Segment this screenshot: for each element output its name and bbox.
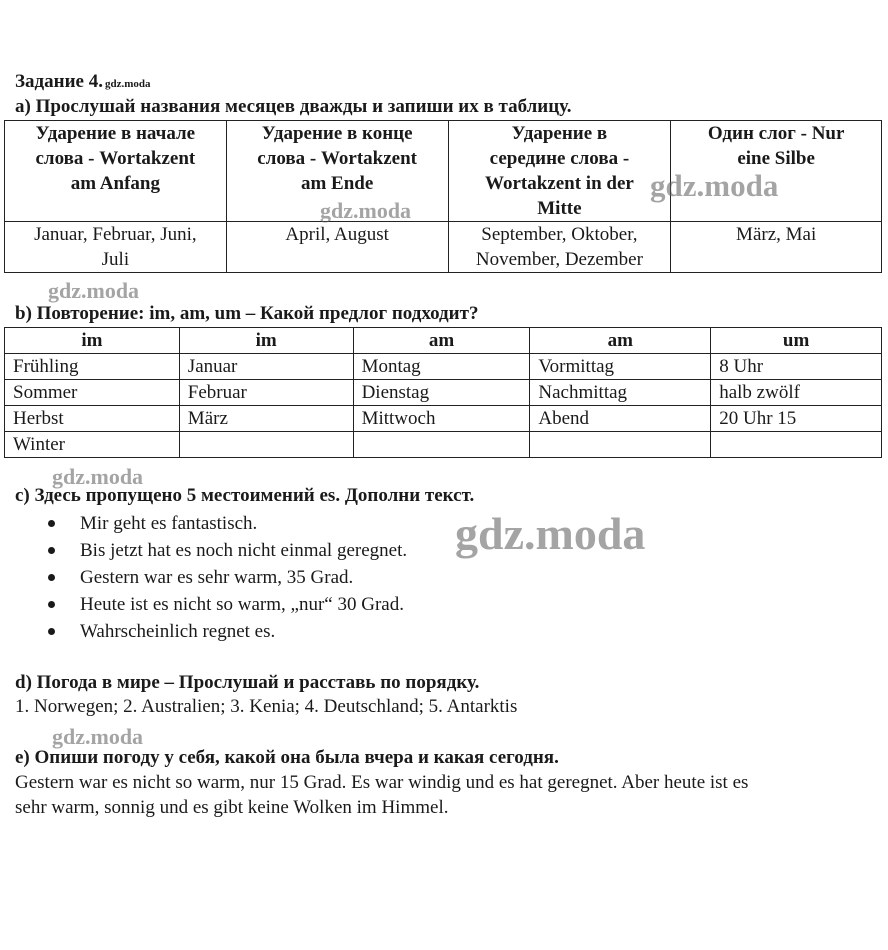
table-cell <box>711 432 882 458</box>
table-cell: Nachmittag <box>530 380 711 406</box>
table-cell: Herbst <box>5 406 180 432</box>
bullet-icon <box>48 628 55 635</box>
table-cell <box>353 432 530 458</box>
watermark: gdz.moda <box>52 724 144 749</box>
prepositions-table <box>4 327 882 458</box>
months-cell-end: April, August <box>226 222 448 273</box>
months-table-header-row <box>5 121 882 222</box>
bullet-icon <box>48 574 55 581</box>
section-d-heading: d) Погода в мире – Прослушай и расставь по порядку. <box>15 672 480 693</box>
table-cell: Januar <box>179 354 353 380</box>
section-e-heading: e) Опиши погоду у себя, какой она была вчера и какая сегодня. <box>15 747 559 768</box>
prep-header: am <box>530 328 711 354</box>
prep-header: am <box>353 328 530 354</box>
watermark: gdz.moda <box>650 168 779 203</box>
watermark: gdz.moda <box>320 198 412 223</box>
section-a-heading: a) Прослушай названия месяцев дважды и запиши их в таблицу. <box>15 96 572 117</box>
watermark: gdz.moda <box>48 278 140 303</box>
list-item: Wahrscheinlich regnet es. <box>40 618 407 645</box>
prep-header: im <box>5 328 180 354</box>
section-e-line-2: sehr warm, sonnig und es gibt keine Wolken im Himmel. <box>15 797 449 818</box>
watermark: gdz.moda <box>52 464 144 489</box>
header-cell-start: Ударение в начале слова - Wortakzent am Anfang <box>5 121 227 222</box>
table-cell: 8 Uhr <box>711 354 882 380</box>
table-cell: März <box>179 406 353 432</box>
list-item: Heute ist es nicht so warm, „nur“ 30 Grad. <box>40 591 407 618</box>
table-row <box>5 354 882 380</box>
list-item: Bis jetzt hat es noch nicht einmal geregnet. <box>40 537 407 564</box>
header-cell-one-syllable: Один слог - Nur eine Silbe <box>671 121 882 222</box>
table-cell <box>179 432 353 458</box>
section-c-heading: c) Здесь пропущено 5 местоимений es. Дополни текст. <box>15 485 475 506</box>
prepositions-header-row <box>5 328 882 354</box>
months-cell-start: Januar, Februar, Juni, Juli <box>5 222 227 273</box>
table-row <box>5 406 882 432</box>
table-cell: Sommer <box>5 380 180 406</box>
table-cell: halb zwölf <box>711 380 882 406</box>
table-cell: Mittwoch <box>353 406 530 432</box>
task-title <box>15 71 151 93</box>
table-cell: Dienstag <box>353 380 530 406</box>
bullet-icon <box>48 520 55 527</box>
table-cell: Montag <box>353 354 530 380</box>
list-item: Gestern war es sehr warm, 35 Grad. <box>40 564 407 591</box>
table-cell <box>530 432 711 458</box>
table-row <box>5 432 882 458</box>
bullet-icon <box>48 547 55 554</box>
watermark: gdz.moda <box>455 508 646 559</box>
prep-header: im <box>179 328 353 354</box>
bullet-icon <box>48 601 55 608</box>
table-cell: Vormittag <box>530 354 711 380</box>
table-cell: Frühling <box>5 354 180 380</box>
task-title-text: Задание 4. <box>15 71 103 92</box>
months-cell-one-syllable: März, Mai <box>671 222 882 273</box>
table-cell: Februar <box>179 380 353 406</box>
months-table-body-row <box>5 222 882 273</box>
table-row <box>5 380 882 406</box>
table-cell: Abend <box>530 406 711 432</box>
section-b-heading: b) Повторение: im, am, um – Какой предлог подходит? <box>15 303 479 324</box>
section-d-answer: 1. Norwegen; 2. Australien; 3. Kenia; 4. Deutschland; 5. Antarktis <box>15 696 518 717</box>
prep-header: um <box>711 328 882 354</box>
es-sentences-list <box>40 510 407 645</box>
months-cell-middle: September, Oktober, November, Dezember <box>448 222 671 273</box>
table-cell: 20 Uhr 15 <box>711 406 882 432</box>
table-cell: Winter <box>5 432 180 458</box>
header-cell-end: Ударение в конце слова - Wortakzent am Ende <box>226 121 448 222</box>
section-e-line-1: Gestern war es nicht so warm, nur 15 Grad. Es war windig und es hat geregnet. Aber heute ist es <box>15 772 749 793</box>
header-cell-middle: Ударение в середине слова - Wortakzent in der Mitte <box>448 121 671 222</box>
months-stress-table <box>4 120 882 273</box>
list-item: Mir geht es fantastisch. <box>40 510 407 537</box>
title-small-mark: gdz.moda <box>104 78 151 90</box>
